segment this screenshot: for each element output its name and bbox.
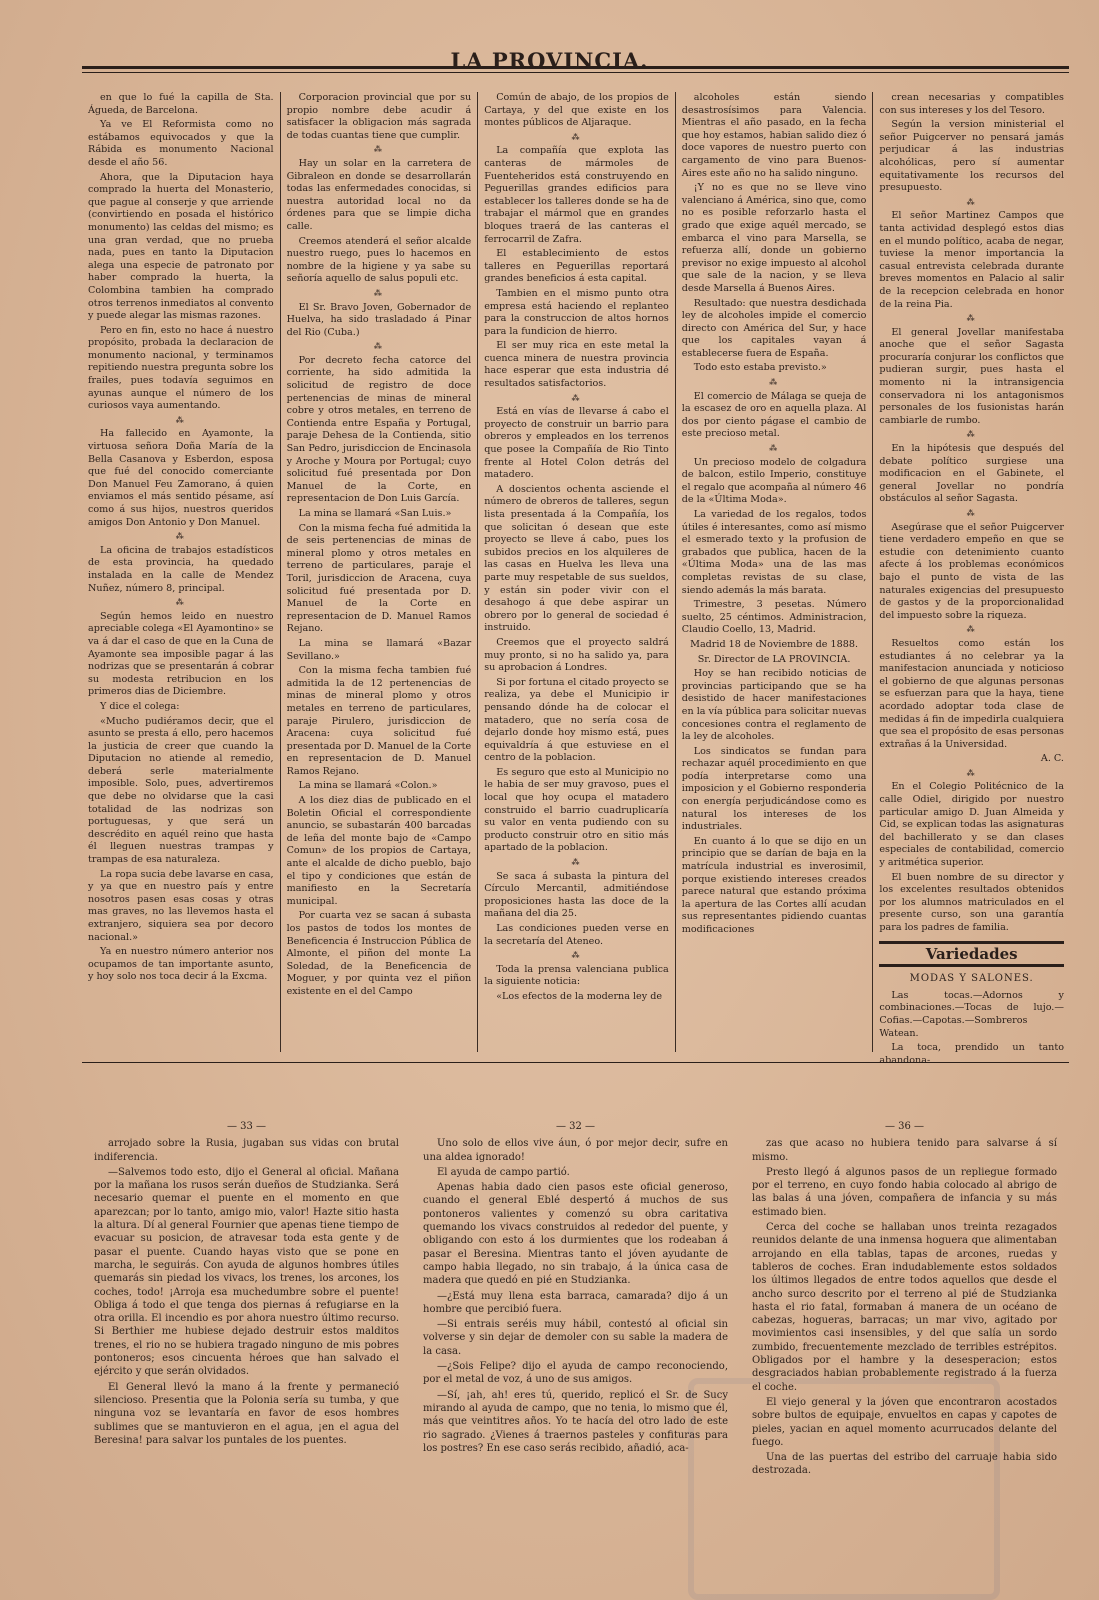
paragraph: El general Jovellar manifestaba anoche que el señor Sagasta procuraría conjurar los conflictos que pudieran surgir, pues hasta el momento ni la intransigencia conservadora ni los antagonismos personales de los fusionistas harán cambiarle de rumbo. <box>879 326 1064 426</box>
paragraph: —Si entrais seréis muy hábil, contestó al oficial sin volverse y sin dejar de demoler con su sable la madera de la casa. <box>423 1319 728 1357</box>
column-4 <box>675 92 873 1052</box>
column-5 <box>872 92 1070 1066</box>
paragraph: Corporacion provincial que por su propio nombre debe acudir á satisfacer la obligacion más sagrada de todas cuantas tiene que cumplir. <box>286 92 472 141</box>
paragraph: Hay un solar en la carretera de Gibraleon en donde se desarrollarán todas las enfermedades conocidas, si nuestra autoridad local no da órdenes para que se limpie dicha calle. <box>286 157 472 232</box>
ornament: ⁂ <box>571 393 582 403</box>
library-stamp <box>688 1378 1000 1600</box>
column-2 <box>280 92 478 1052</box>
paragraph: en que lo fué la capilla de Sta. Águeda, de Barcelona. <box>88 92 274 116</box>
paragraph: La mina se llamará «San Luis.» <box>298 508 452 519</box>
paragraph: Creemos atenderá el señor alcalde nuestro ruego, pues lo hacemos en nombre de la higiene y ya sabe su señoría aquello de salus populi etc. <box>286 235 472 285</box>
paragraph: Según la version ministerial el señor Puigcerver no pensará jamás perjudicar á las industrias alcohólicas, pero sí aumentar equitativamente los recursos del presupuesto. <box>879 119 1064 194</box>
paragraph: Los sindicatos se fundan para rechazar aquél procedimiento en que podía interpretarse como una imposicion y el Gobierno responderia con energía perjudicándose como es natural los intereses de los industriales. <box>681 745 867 833</box>
paragraph: Por decreto fecha catorce del corriente, ha sido admitida la solicitud de registro de doce pertenencias de minas de mineral cobre y otros metales, en terreno de Contienda entre España y Portugal, paraje Dehesa de la Contienda, sitio San Pedro, jurisdiccion de Encinasola y Aroche y Moura por Portugal; cuyo solicitud fué presentada por Don Manuel de la Corte, en representacion de Don Luis García. <box>286 354 472 505</box>
paragraph: —Sí, ¡ah, ah! eres tú, querido, replicó el Sr. de Sucy mirando al ayuda de campo, que no tenia, lo mismo que él, más que veintitres años. Yo te hacía del otro lado de este rio sagrado. ¿Vienes á traernos pasteles y confituras para los postres? En ese caso serás recibido, añadió, aca- <box>423 1389 728 1454</box>
ornament: ⁂ <box>966 768 977 778</box>
paragraph: Presto llegó á algunos pasos de un repliegue formado por el terreno, en cuyo fondo habia colocado al abrigo de las balas á una jóven, compañera de infancia y su más estimado bien. <box>752 1166 1057 1218</box>
paragraph: A los diez dias de publicado en el Boletin Oficial el correspondiente anuncio, se subastarán 400 barcadas de leña del monte bajo de «Campo Comun» de los propios de Cartaya, ante el alcalde de dicho pueblo, bajo el tipo y condiciones que están de manifiesto en la Secretaría municipal. <box>286 795 472 907</box>
ornament: ⁂ <box>373 288 384 298</box>
ornament: ⁂ <box>571 858 582 868</box>
paragraph: Tambien en el mismo punto otra empresa está haciendo el replanteo para la construccion de altos hornos para la fundicion de hierro. <box>484 287 669 337</box>
paragraph: Está en vías de llevarse á cabo el proyecto de construir un barrio para obreros y empleados en los terrenos que posee la Compañía de Rio Tinto frente al Hotel Colon detrás del matadero. <box>484 406 669 481</box>
paragraph: Según hemos leido en nuestro apreciable colega «El Ayamontino» se va á dar el caso de que en la Cuna de Ayamonte sea imposible pagar á las nodrizas que se presentarán á cobrar su modesta retribucion en los primeros dias de Diciembre. <box>88 610 274 698</box>
paragraph: Resueltos como están los estudiantes á no celebrar ya la manifestacion anunciada y noticioso el gobierno de que algunas personas se esfuerzan para que la haya, tiene acordado adoptar toda clase de medidas á fin de impedirla cualquiera que sea el propósito de esas personas extrañas á la Universidad. <box>879 637 1064 750</box>
paragraph: Toda la prensa valenciana publica la siguiente noticia: <box>484 963 669 988</box>
paragraph: La compañía que explota las canteras de mármoles de Fuenteheridos está construyendo en Peguerillas grandes edificios para establecer los talleres donde se ha de trabajar el mármol que en grandes bloques traerá de las canteras el ferrocarril de Zafra. <box>484 145 669 245</box>
paragraph: La ropa sucia debe lavarse en casa, y ya que en nuestro país y entre nosotros pasen esas cosas y otras mas graves, no las llevemos hasta el extranjero, siquiera sea por decoro nacional.» <box>88 868 274 943</box>
ornament: ⁂ <box>966 314 977 324</box>
page-number: — 36 — <box>884 1121 925 1132</box>
ornament: ⁂ <box>373 145 384 155</box>
paragraph: Común de abajo, de los propios de Cartaya, y del que existe en los montes públicos de Aljaraque. <box>484 92 669 129</box>
paragraph: —¿Está muy llena esta barraca, camarada? dijo á un hombre que percibió fuera. <box>423 1290 728 1315</box>
ornament: ⁂ <box>966 625 977 635</box>
ornament: ⁂ <box>769 378 780 388</box>
masthead-rule-thin <box>82 72 1069 73</box>
paragraph: —¿Sois Felipe? dijo el ayuda de campo reconociendo, por el metal de voz, á uno de sus amigos. <box>423 1361 728 1386</box>
page-number: — 33 — <box>226 1121 267 1132</box>
feuilleton-divider <box>82 1062 1069 1063</box>
paragraph: «Los efectos de la moderna ley de <box>496 990 663 1002</box>
ornament: ⁂ <box>175 415 186 425</box>
ornament: ⁂ <box>571 951 582 961</box>
news-columns <box>82 92 1070 1066</box>
paragraph: —Salvemos todo esto, dijo el General al oficial. Mañana por la mañana los rusos serán dueños de Studzianka. Será necesario quemar el puente en el momento en que aparezcan; por lo tanto, amigo mio, valor! Hazte sitio hasta la altura. Dí al general Fournier que apenas tiene tiempo de evacuar su posicion, de atravesar toda esta gente y de pasar el puente. Cuando hayas visto que se pone en marcha, le seguirás. Con ayuda de algunos hombres útiles quemarás sin piedad los vivacs, los trenes, los arcones, los coches, todo! ¡Arroja esa muchedumbre sobre el puente! Obliga á todo el que tenga dos piernas á refugiarse en la otra orilla. El incendio es por ahora nuestro último recurso. Si Berthier me hubiese dejado destruir estos malditos trenes, el rio no se hubiera tragado ninguno de mis pobres pontoneros; esos cincuenta héroes que han salvado el ejército y que serán olvidados. <box>94 1166 399 1378</box>
paragraph: El ser muy rica en este metal la cuenca minera de nuestra provincia hace esperar que esta industria dé resultados satisfactorios. <box>484 340 669 390</box>
dateline: Sr. Director de LA PROVINCIA. <box>697 653 851 665</box>
paragraph: Trimestre, 3 pesetas. Número suelto, 25 céntimos. Administracion, Claudio Coello, 13, Madrid. <box>681 599 867 636</box>
paragraph: Hoy se han recibido noticias de provincias participando que se ha desistido de hacer manifestaciones en la vía pública para solicitar nuevas concesiones contra el reglamento de la ley de alcoholes. <box>681 668 867 743</box>
column-1 <box>82 92 280 1052</box>
paragraph: Con la misma fecha fué admitida la de seis pertenencias de minas de mineral plomo y otros metales en terreno de particulares, paraje el Toril, jurisdiccion de Aracena, cuya solicitud fué presentada por D. Manuel de la Corte en representacion de D. Manuel Ramos Rejano. <box>286 522 472 635</box>
masthead-rule <box>82 66 1069 69</box>
paragraph: Las tocas.—Adornos y combinaciones.—Tocas de lujo.—Cofias.—Capotas.—Sombreros Watean. <box>879 989 1064 1039</box>
paragraph: Pero en fin, esto no hace á nuestro propósito, probada la declaracion de monumento nacional, y terminamos repitiendo nuestra pregunta sobre los frailes, pues todavía seguimos en ayunas aunque el número de los curiosos vaya aumentando. <box>88 324 274 412</box>
paragraph: Creemos que el proyecto saldrá muy pronto, si no ha salido ya, para su aprobacion á Londres. <box>484 636 669 674</box>
paragraph: Las condiciones pueden verse en la secretaría del Ateneo. <box>484 923 669 947</box>
paragraph: Una de las puertas del estribo del carruaje habia sido destrozada. <box>752 1452 1057 1477</box>
ornament: ⁂ <box>966 197 977 207</box>
paragraph: Un precioso modelo de colgadura de balcon, estilo Imperio, constituye el regalo que acompaña al número 46 de la «Última Moda». <box>681 456 867 506</box>
paragraph: En el Colegio Politécnico de la calle Odiel, dirigido por nuestro particular amigo D. Juan Almeida y Cid, se explican todas las asignaturas del bachillerato y se dan clases especiales de contabilidad, comercio y aritmética superior. <box>879 781 1064 869</box>
paragraph: Resultado: que nuestra desdichada ley de alcoholes impide el comercio directo con América del Sur, y hace que los capitales vayan á establecerse fuera de España. <box>681 297 867 359</box>
paragraph: El General llevó la mano á la frente y permaneció silencioso. Presentia que la Polonia sería su tumba, y que ninguna voz se levantaría en favor de esos hombres sublimes que se mantuvieron en el agua, ¡en el agua del Beresina! para salvar los puntales de los puentes. <box>94 1381 399 1446</box>
paragraph: Asegúrase que el señor Puigcerver tiene verdadero empeño en que se estudie con detenimiento cuanto afecte á los problemas económicos bajo el punto de vista de las naturales exigencias del presupuesto de gastos y de la proporcionalidad del impuesto sobre la riqueza. <box>879 521 1064 621</box>
paragraph: crean necesarias y compatibles con sus intereses y los del Tesoro. <box>879 92 1064 116</box>
paragraph: En la hipótesis que después del debate político surgiese una modificacion en el Gabinete, el general Jovellar no pondría obstáculos al señor Sagasta. <box>879 443 1064 505</box>
paragraph: La mina se llamará «Colon.» <box>298 780 438 792</box>
ornament: ⁂ <box>373 342 384 352</box>
paragraph: El ayuda de campo partió. <box>437 1166 570 1178</box>
paragraph: Ahora, que la Diputacion haya comprado la huerta del Monasterio, que pague al conserje y que arriende (convirtiendo en posada el histórico monumento) las celdas del mismo; es una gran verdad, que no prueba nada, pues en tanto la Diputacion alega una especie de patronato por haber comprado la huerta, la Colombina tambien ha comprado otros terrenos inmediatos al convento y puede alegar las mismas razones. <box>88 171 274 322</box>
paragraph: ¡Y no es que no se lleve vino valenciano á América, sino que, como no es posible reforzarlo hasta el grado que exige aquél mercado, se embarca el vino para Marsella, se refuerza allí, donde un gobierno previsor no exige impuesto al alcohol que sale de la nacion, y se lleva desde Marsella á Buenos Aires. <box>681 182 867 294</box>
ornament: ⁂ <box>769 444 780 454</box>
feuilleton-column-1 <box>82 1120 411 1590</box>
ornament: ⁂ <box>966 430 977 440</box>
paragraph: Por cuarta vez se sacan á subasta los pastos de todos los montes de Beneficencia é Instruccion Pública de Almonte, el piñon del monte La Soledad, de la Beneficencia de Moguer, y por quinta vez el piñon existente en el del Campo <box>286 910 472 997</box>
paragraph: El Sr. Bravo Joven, Gobernador de Huelva, ha sido trasladado á Pinar del Rio (Cuba.) <box>286 301 472 338</box>
column-3 <box>477 92 675 1052</box>
paragraph: Todo esto estaba previsto.» <box>693 362 827 374</box>
masthead: LA PROVINCIA. <box>450 48 649 73</box>
paragraph: Uno solo de ellos vive áun, ó por mejor decir, sufre en una aldea ignorado! <box>423 1138 728 1163</box>
paragraph: El viejo general y la jóven que encontraron acostados sobre bultos de equipaje, envueltos en capas y capotes de pieles, yacian en aquel momento acurrucados delante del fuego. <box>752 1396 1057 1448</box>
ornament: ⁂ <box>175 532 186 542</box>
paragraph: La toca, prendido un tanto abandona- <box>879 1042 1064 1066</box>
paragraph: El comercio de Málaga se queja de la escasez de oro en aquella plaza. Al dos por ciento págase el cambio de este precioso metal. <box>681 390 867 440</box>
paragraph: A doscientos ochenta asciende el número de obreros de talleres, segun lista presentada á la Compañía, los que solicitan ó desean que este proyecto se lleve á cabo, pues los subidos precios en los alquileres de las casas en Huelva les lleva una parte muy respetable de sus sueldos, y están sin poder vivir con el desahogo á que debe aspirar un obrero por lo general de sociedad é instruido. <box>484 483 669 634</box>
paragraph: Ya ve El Reformista como no estábamos equivocados y que la Rábida es monumento Nacional desde el año 56. <box>88 119 274 168</box>
paragraph: Si por fortuna el citado proyecto se realiza, ya debe el Municipio ir pensando dónde ha de colocar el matadero, que no sería cosa de dejarlo donde hoy mismo está, pues equivaldría á que estuviese en el centro de la poblacion. <box>484 676 669 764</box>
ornament: ⁂ <box>175 598 186 608</box>
signature: A. C. <box>1040 753 1064 765</box>
ornament: ⁂ <box>571 132 582 142</box>
paragraph: Ha fallecido en Ayamonte, la virtuosa señora Doña María de la Bella Casanova y Esberdon, esposa que fué del conocido comerciante Don Manuel Feu Zamorano, á quien enviamos el más sentido pésame, así como á sus hijos, nuestros queridos amigos Don Antonio y Don Manuel. <box>88 428 274 528</box>
paragraph: El establecimiento de estos talleres en Peguerillas reportará grandes beneficios á esta capital. <box>484 248 669 285</box>
paragraph: Con la misma fecha tambien fué admitida la de 12 pertenencias de minas de mineral plomo y otros metales en terreno de particulares, paraje Pirulero, jurisdiccion de Aracena: cuya solicitud fué presentada por D. Manuel de la Corte en representacion de D. Manuel Ramos Rejano. <box>286 665 472 777</box>
paragraph: arrojado sobre la Rusia, jugaban sus vidas con brutal indiferencia. <box>94 1138 399 1163</box>
paragraph: En cuanto á lo que se dijo en un principio que se darían de baja en la matrícula industrial es inverosimil, porque existiendo intereses creados parece natural que estando próxima la apertura de las Cortes allí acudan sus representantes pidiendo cuantas modificaciones <box>681 835 867 935</box>
paragraph: «Mucho pudiéramos decir, que el asunto se presta á ello, pero hacemos la justicia de creer que cuando la Diputacion no atiende al remedio, deberá serle materialmente imposible. Solo, pues, advertiremos que debe no olvidarse que la casi totalidad de las nodrizas son portuguesas, y que será un descrédito en aquél reino que hasta él lleguen nuestras trampas y trampas de esa naturaleza. <box>88 715 274 866</box>
paragraph: Y dice el colega: <box>100 700 180 712</box>
paragraph: Ya en nuestro número anterior nos ocupamos de tan importante asunto, y hoy solo nos toca decir á la Excma. <box>88 946 274 983</box>
paragraph: Se saca á subasta la pintura del Círculo Mercantil, admitiéndose proposiciones hasta las doce de la mañana del dia 25. <box>484 870 669 920</box>
paragraph: Es seguro que esto al Municipio no le habia de ser muy gravoso, pues el local que hoy ocupa el matadero construido el barrio cuadruplicaría su valor en venta pudiendo con su producto construir otro en sitio más apartado de la poblacion. <box>484 766 669 854</box>
paragraph: El buen nombre de su director y los excelentes resultados obtenidos por los alumnos matriculados en el presente curso, son una garantía para los padres de familia. <box>879 871 1064 933</box>
subsection-title: MODAS Y SALONES. <box>909 973 1034 985</box>
ornament: ⁂ <box>966 509 977 518</box>
paragraph: La oficina de trabajos estadísticos de esta provincia, ha quedado instalada en la calle de Mendez Nuñez, número 8, principal. <box>88 544 274 594</box>
page-number: — 32 — <box>555 1121 596 1132</box>
paragraph: El señor Martinez Campos que tanta actividad desplegó estos dias en el mundo político, acaba de negar, tuviese la menor importancia la casual entrevista celebrada durante breves momentos en Palacio al salir de la recepcion celebrada en honor de la reina Pia. <box>879 210 1064 310</box>
section-title: Variedades <box>879 941 1064 968</box>
paragraph: Cerca del coche se hallaban unos treinta rezagados reunidos delante de una inmensa hoguera que alimentaban arrojando en ella tablas, tapas de arcones, ruedas y tableros de coches. Eran indudablemente estos soldados los últimos llegados de entre todos aquellos que desde el ancho surco descrito por el terreno al pié de Studzianka hasta el rio fatal, formaban á manera de un océano de cabezas, hogueras, barracas; un mar vivo, agitado por movimientos casi insensibles, y del que salía un sordo zumbido, frecuentemente mezclado de terribles estrépitos. Obligados por el hambre y la desesperacion; estos desgraciados habian probablemente registrado á la fuerza el coche. <box>752 1222 1057 1393</box>
paragraph: La variedad de los regalos, todos útiles é interesantes, como así mismo el esmerado texto y la profusion de grabados que publica, hacen de la «Última Moda» una de las mas completas revistas de su clase, siendo además la más barata. <box>681 509 867 596</box>
dateline: Madrid 18 de Noviembre de 1888. <box>690 638 859 650</box>
paragraph: La mina se llamará «Bazar Sevillano.» <box>286 637 472 662</box>
paragraph: Apenas habia dado cien pasos este oficial generoso, cuando el general Eblé despertó á muchos de sus pontoneros valientes y comenzó su obra caritativa quemando los vivacs construidos al rededor del puente, y obligando con esto á los durmientes que los rodeaban á pasar el Beresina. Mientras tanto el jóven ayudante de campo habia llegado, no sin trabajo, á la única casa de madera que quedó en pié en Studzianka. <box>423 1182 728 1287</box>
paragraph: zas que acaso no hubiera tenido para salvarse á sí mismo. <box>752 1138 1057 1163</box>
paragraph: alcoholes están siendo desastrosísimos para Valencia. Mientras el año pasado, en la fecha que hoy estamos, habian salido diez ó doce vapores de nuestro puerto con cargamento de vino para Buenos-Aires este año no ha salido ninguno. <box>681 92 867 179</box>
